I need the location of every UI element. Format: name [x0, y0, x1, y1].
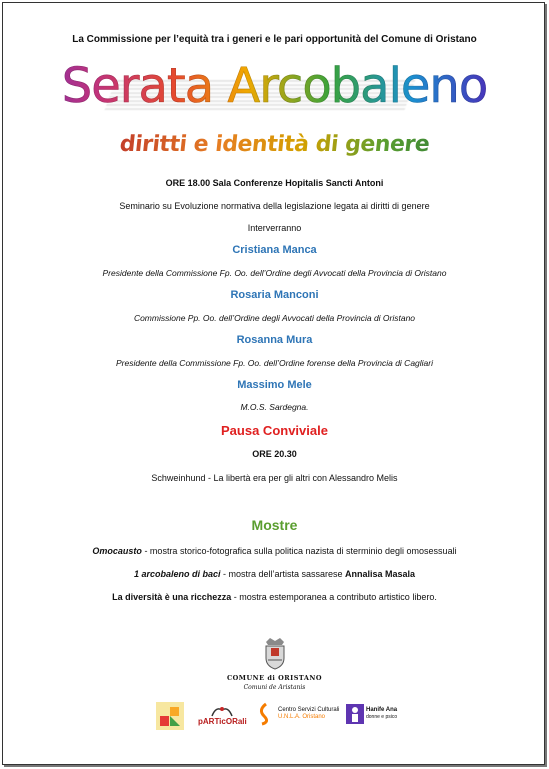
figure-logo-icon: [346, 704, 364, 724]
mostra-title: Omocausto: [92, 546, 142, 556]
event-time-venue: [0, 178, 549, 188]
speaker-name: Rosanna Mura: [236, 334, 313, 346]
sponsor-label: pARTicORali: [198, 717, 247, 726]
mostra-item: [0, 546, 549, 556]
hand-logo-icon: [210, 704, 234, 718]
speaker-name: Massimo Mele: [237, 379, 312, 391]
sponsor-logo-2: [198, 704, 247, 725]
mostra-item: [0, 592, 549, 602]
mostra-item: [0, 569, 549, 579]
speaker-name: Cristiana Manca: [232, 244, 317, 256]
mostra-artist: Annalisa Masala: [345, 569, 416, 579]
comune-crest-icon: [262, 636, 288, 670]
venue: Sala Conferenze Hopitalis Sancti Antoni: [212, 178, 384, 188]
sponsor-label: Hanife Ana: [366, 707, 398, 713]
time-1: ORE 18.00: [165, 178, 211, 188]
comune-subname: Comuni de Aristanis: [243, 684, 306, 691]
mostra-title: La diversità è una ricchezza: [112, 592, 232, 602]
film-text: Schweinhund - La libertà era per gli altri con Alessandro Melis: [151, 473, 398, 483]
comune-name: COMUNE di ORISTANO: [226, 674, 323, 682]
sponsor-logos: [150, 700, 410, 732]
mostra-desc: - mostra estemporanea a contributo artistico libero.: [231, 592, 437, 602]
poster-title: Serata Arcobaleno: [0, 58, 549, 114]
speaker-role: Presidente della Commissione Fp. Oo. dell’Ordine degli Avvocati della Provincia di Oristano: [102, 268, 447, 278]
poster-subtitle: diritti e identità di genere: [0, 132, 549, 157]
speaker-role: Commissione Pp. Oo. dell’Ordine degli Avvocati della Provincia di Oristano: [133, 313, 416, 323]
sponsor-label: Centro Servizi Culturali: [278, 707, 340, 713]
sponsor-sublabel: donne e psico: [366, 714, 398, 720]
pause-heading: Pausa Conviviale: [221, 423, 328, 438]
intervene-text: Interverranno: [247, 223, 302, 233]
colorful-logo-icon: [156, 702, 184, 730]
sponsor-logo-1: [156, 702, 184, 730]
mostra-title: 1 arcobaleno di baci: [133, 569, 221, 579]
time-2: ORE 20.30: [252, 449, 297, 459]
speaker-name: Rosaria Manconi: [230, 289, 319, 301]
mostra-desc: - mostra dell’artista sassarese: [220, 569, 346, 579]
swirl-logo-icon: [256, 702, 276, 726]
speaker-role: Presidente della Commissione Fp. Oo. dell’Ordine forense della Provincia di Cagliari: [115, 358, 433, 368]
mostra-desc: - mostra storico-fotografica sulla politica nazista di sterminio degli omosessuali: [141, 546, 457, 556]
mostre-heading: Mostre: [251, 517, 298, 533]
speaker-role: M.O.S. Sardegna.: [240, 402, 309, 412]
header-text: La Commissione per l’equità tra i generi e le pari opportunità del Comune di Oristano: [72, 34, 477, 45]
seminar-text: Seminario su Evoluzione normativa della legislazione legata ai diritti di genere: [119, 201, 430, 211]
sponsor-sublabel: U.N.L.A. Oristano: [278, 714, 326, 720]
sponsor-logo-3: [256, 702, 339, 726]
sponsor-logo-4: [346, 704, 397, 724]
